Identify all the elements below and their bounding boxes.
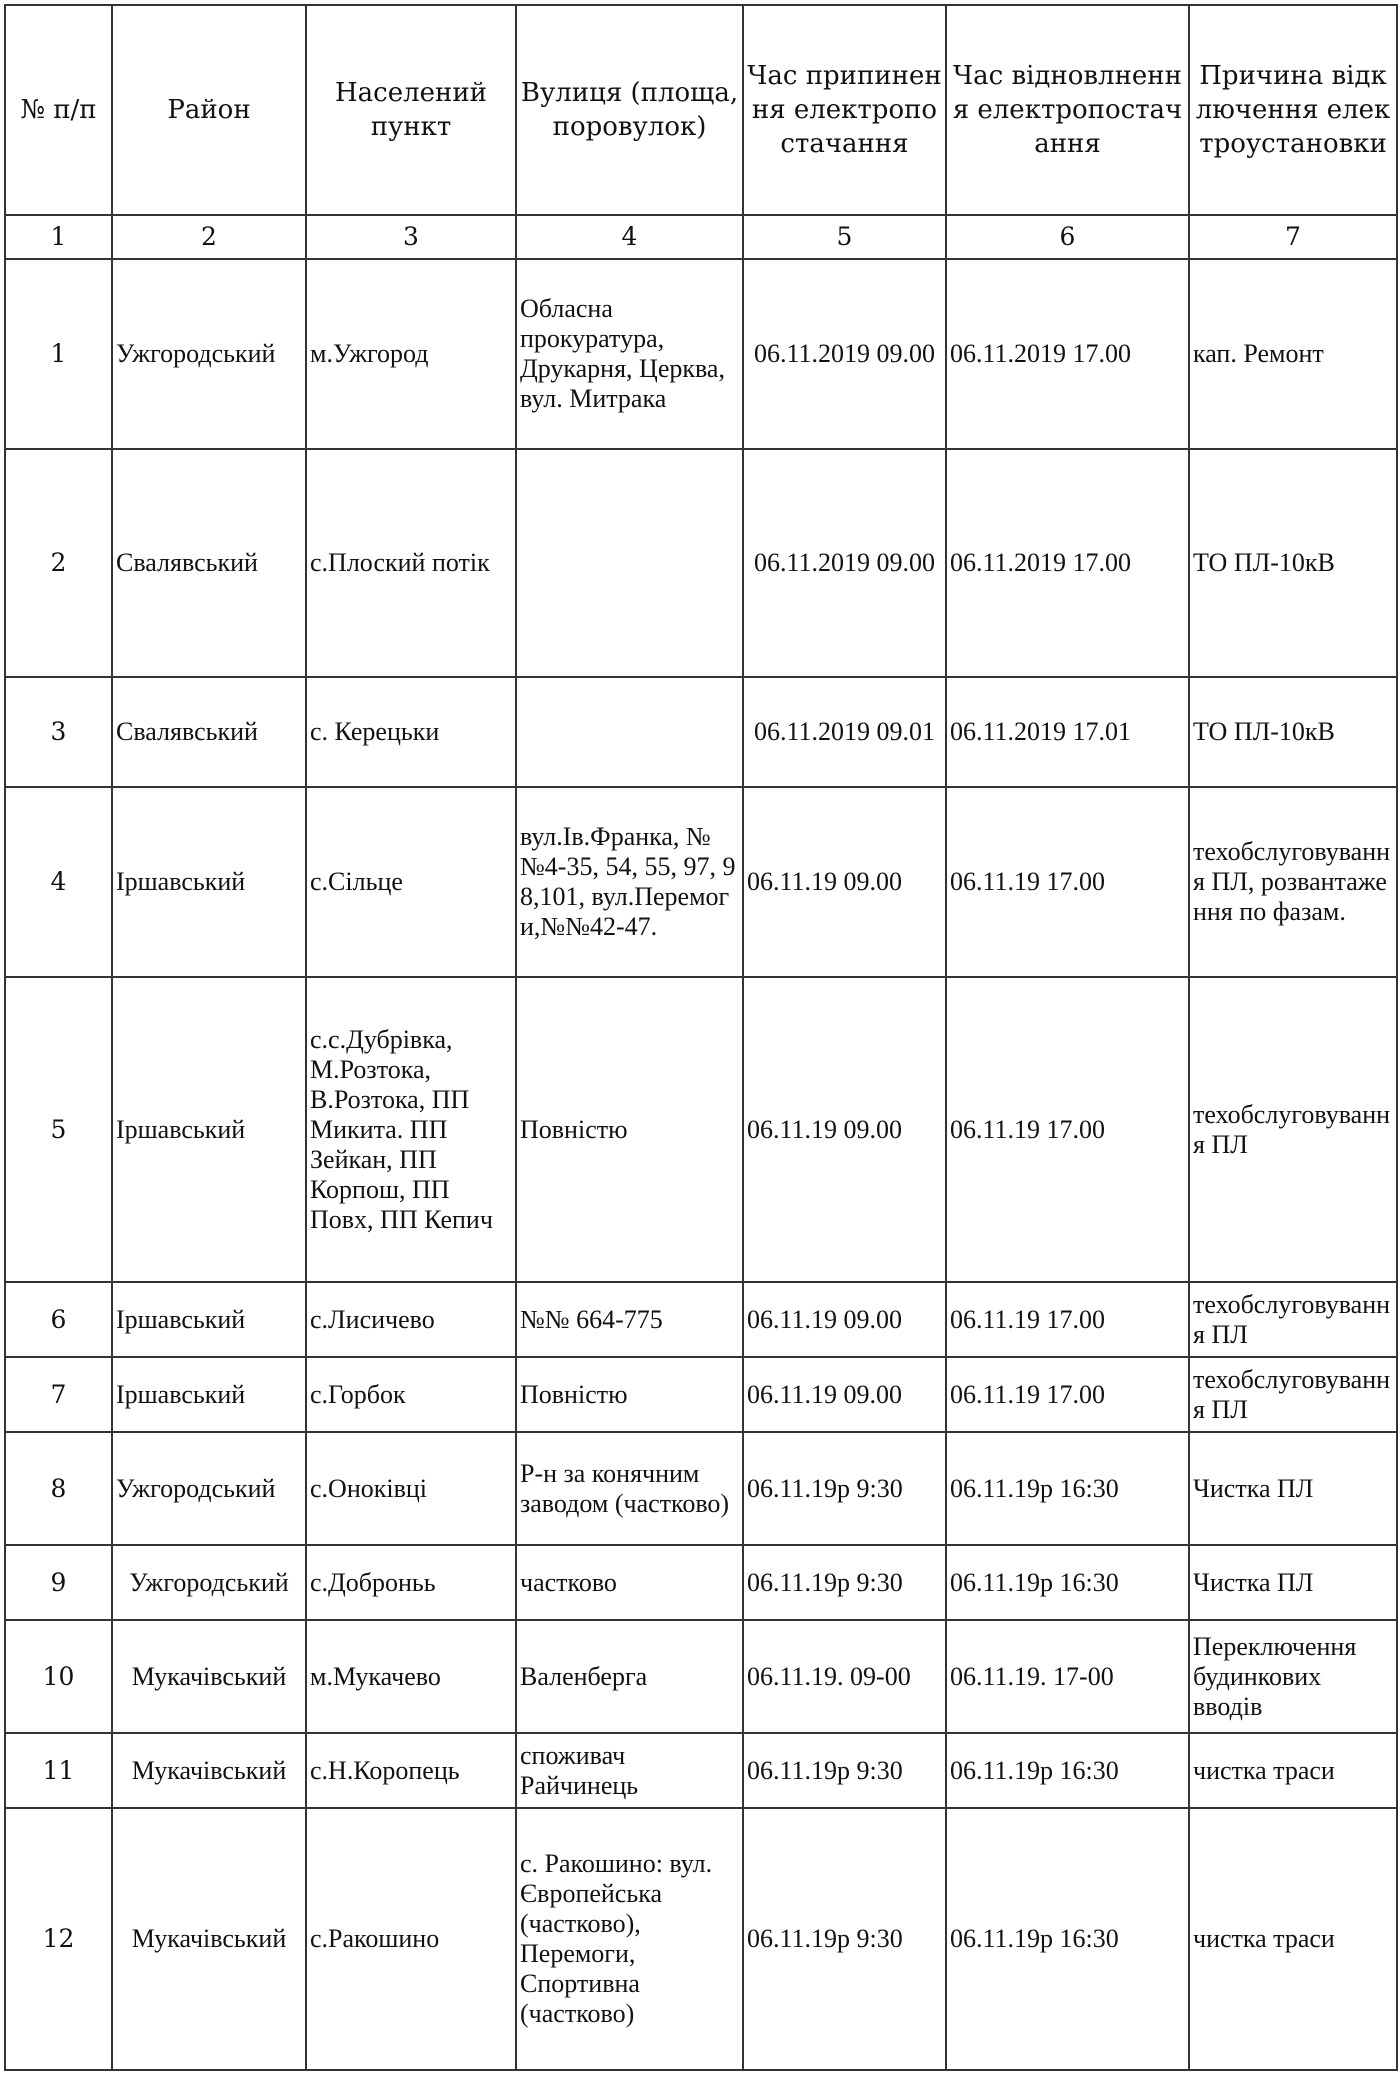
district-cell: Ужгородський [112, 1545, 306, 1620]
header-reason: Причина відключення електроустановки [1189, 5, 1397, 215]
district-cell: Іршавський [112, 1357, 306, 1432]
table-row [5, 787, 1397, 977]
outage-start-cell: 06.11.2019 09.01 [743, 677, 946, 787]
street-cell [516, 449, 743, 677]
table-row [5, 1432, 1397, 1545]
outage-end-cell: 06.11.19 17.00 [946, 787, 1189, 977]
district-cell: Ужгородський [112, 1432, 306, 1545]
street-cell: Обласна прокуратура, Друкарня, Церква, вул. Митрака [516, 259, 743, 449]
column-index: 5 [743, 215, 946, 259]
outage-end-cell: 06.11.19р 16:30 [946, 1545, 1189, 1620]
row-number: 4 [5, 787, 112, 977]
settlement-cell: с.Ракошино [306, 1808, 516, 2070]
outage-end-cell: 06.11.19р 16:30 [946, 1733, 1189, 1808]
row-number: 8 [5, 1432, 112, 1545]
street-cell: вул.Ів.Франка, №№4-35, 54, 55, 97, 98,101, вул.Перемоги,№№42-47. [516, 787, 743, 977]
column-index: 7 [1189, 215, 1397, 259]
outage-start-cell: 06.11.19р 9:30 [743, 1432, 946, 1545]
district-cell: Мукачівський [112, 1620, 306, 1733]
column-index: 1 [5, 215, 112, 259]
outage-start-cell: 06.11.19р 9:30 [743, 1545, 946, 1620]
district-cell: Іршавський [112, 787, 306, 977]
header-outage-end: Час відновлнення електропостачання [946, 5, 1189, 215]
outage-start-cell: 06.11.19 09.00 [743, 977, 946, 1282]
table-row [5, 1808, 1397, 2070]
reason-cell: ТО ПЛ-10кВ [1189, 449, 1397, 677]
street-cell: №№ 664-775 [516, 1282, 743, 1357]
column-index: 3 [306, 215, 516, 259]
header-outage-start: Час припинення електропостачання [743, 5, 946, 215]
outage-end-cell: 06.11.19. 17-00 [946, 1620, 1189, 1733]
row-number: 3 [5, 677, 112, 787]
settlement-cell: с.Горбок [306, 1357, 516, 1432]
settlement-cell: с. Керецьки [306, 677, 516, 787]
district-cell: Мукачівський [112, 1733, 306, 1808]
header-district: Район [112, 5, 306, 215]
row-number: 5 [5, 977, 112, 1282]
settlement-cell: м.Мукачево [306, 1620, 516, 1733]
header-number: № п/п [5, 5, 112, 215]
outage-end-cell: 06.11.19р 16:30 [946, 1432, 1189, 1545]
outage-end-cell: 06.11.19 17.00 [946, 1282, 1189, 1357]
outage-start-cell: 06.11.19 09.00 [743, 787, 946, 977]
outage-start-cell: 06.11.19. 09-00 [743, 1620, 946, 1733]
outage-end-cell: 06.11.19 17.00 [946, 977, 1189, 1282]
table-row [5, 1620, 1397, 1733]
row-number: 9 [5, 1545, 112, 1620]
reason-cell: чистка траси [1189, 1808, 1397, 2070]
settlement-cell: с.Н.Коропець [306, 1733, 516, 1808]
district-cell: Ужгородський [112, 259, 306, 449]
district-cell: Мукачівський [112, 1808, 306, 2070]
outage-start-cell: 06.11.19 09.00 [743, 1357, 946, 1432]
column-index: 6 [946, 215, 1189, 259]
reason-cell: техобслуговування ПЛ [1189, 1357, 1397, 1432]
column-index-row [5, 215, 1397, 259]
reason-cell: Переключення будинкових вводів [1189, 1620, 1397, 1733]
street-cell: Валенберга [516, 1620, 743, 1733]
street-cell: споживач Райчинець [516, 1733, 743, 1808]
settlement-cell: с.Плоский потік [306, 449, 516, 677]
row-number: 6 [5, 1282, 112, 1357]
outage-end-cell: 06.11.19 17.00 [946, 1357, 1189, 1432]
settlement-cell: с.Доброньь [306, 1545, 516, 1620]
outage-end-cell: 06.11.2019 17.01 [946, 677, 1189, 787]
reason-cell: техобслуговування ПЛ [1189, 1282, 1397, 1357]
row-number: 2 [5, 449, 112, 677]
reason-cell: ТО ПЛ-10кВ [1189, 677, 1397, 787]
table-row [5, 1733, 1397, 1808]
settlement-cell: с.Сільце [306, 787, 516, 977]
table-row [5, 1357, 1397, 1432]
row-number: 10 [5, 1620, 112, 1733]
reason-cell: чистка траси [1189, 1733, 1397, 1808]
outage-end-cell: 06.11.19р 16:30 [946, 1808, 1189, 2070]
table-row [5, 449, 1397, 677]
table-row [5, 1282, 1397, 1357]
outage-start-cell: 06.11.2019 09.00 [743, 449, 946, 677]
column-index: 2 [112, 215, 306, 259]
street-cell: Повністю [516, 977, 743, 1282]
district-cell: Іршавський [112, 977, 306, 1282]
outage-start-cell: 06.11.19р 9:30 [743, 1808, 946, 2070]
settlement-cell: с.с.Дубрівка, М.Розтока, В.Розтока, ПП Микита. ПП Зейкан, ПП Корпош, ПП Повх, ПП Кепич [306, 977, 516, 1282]
table-row [5, 1545, 1397, 1620]
header-settlement: Населений пункт [306, 5, 516, 215]
reason-cell: техобслуговування ПЛ, розвантаження по фазам. [1189, 787, 1397, 977]
reason-cell: техобслуговування ПЛ [1189, 977, 1397, 1282]
outage-end-cell: 06.11.2019 17.00 [946, 449, 1189, 677]
street-cell [516, 677, 743, 787]
settlement-cell: с.Оноківці [306, 1432, 516, 1545]
row-number: 11 [5, 1733, 112, 1808]
street-cell: Р-н за конячним заводом (частково) [516, 1432, 743, 1545]
table-row [5, 259, 1397, 449]
district-cell: Свалявський [112, 677, 306, 787]
outage-start-cell: 06.11.19р 9:30 [743, 1733, 946, 1808]
reason-cell: кап. Ремонт [1189, 259, 1397, 449]
table-row [5, 677, 1397, 787]
outage-schedule-table [4, 4, 1398, 2071]
outage-end-cell: 06.11.2019 17.00 [946, 259, 1189, 449]
table-row [5, 977, 1397, 1282]
settlement-cell: с.Лисичево [306, 1282, 516, 1357]
reason-cell: Чистка ПЛ [1189, 1432, 1397, 1545]
row-number: 7 [5, 1357, 112, 1432]
district-cell: Іршавський [112, 1282, 306, 1357]
reason-cell: Чистка ПЛ [1189, 1545, 1397, 1620]
street-cell: с. Ракошино: вул. Європейська (частково), Перемоги, Спортивна (частково) [516, 1808, 743, 2070]
column-index: 4 [516, 215, 743, 259]
settlement-cell: м.Ужгород [306, 259, 516, 449]
row-number: 12 [5, 1808, 112, 2070]
row-number: 1 [5, 259, 112, 449]
outage-start-cell: 06.11.2019 09.00 [743, 259, 946, 449]
district-cell: Свалявський [112, 449, 306, 677]
street-cell: частково [516, 1545, 743, 1620]
header-row [5, 5, 1397, 215]
outage-start-cell: 06.11.19 09.00 [743, 1282, 946, 1357]
street-cell: Повністю [516, 1357, 743, 1432]
header-street: Вулиця (площа, поровулок) [516, 5, 743, 215]
